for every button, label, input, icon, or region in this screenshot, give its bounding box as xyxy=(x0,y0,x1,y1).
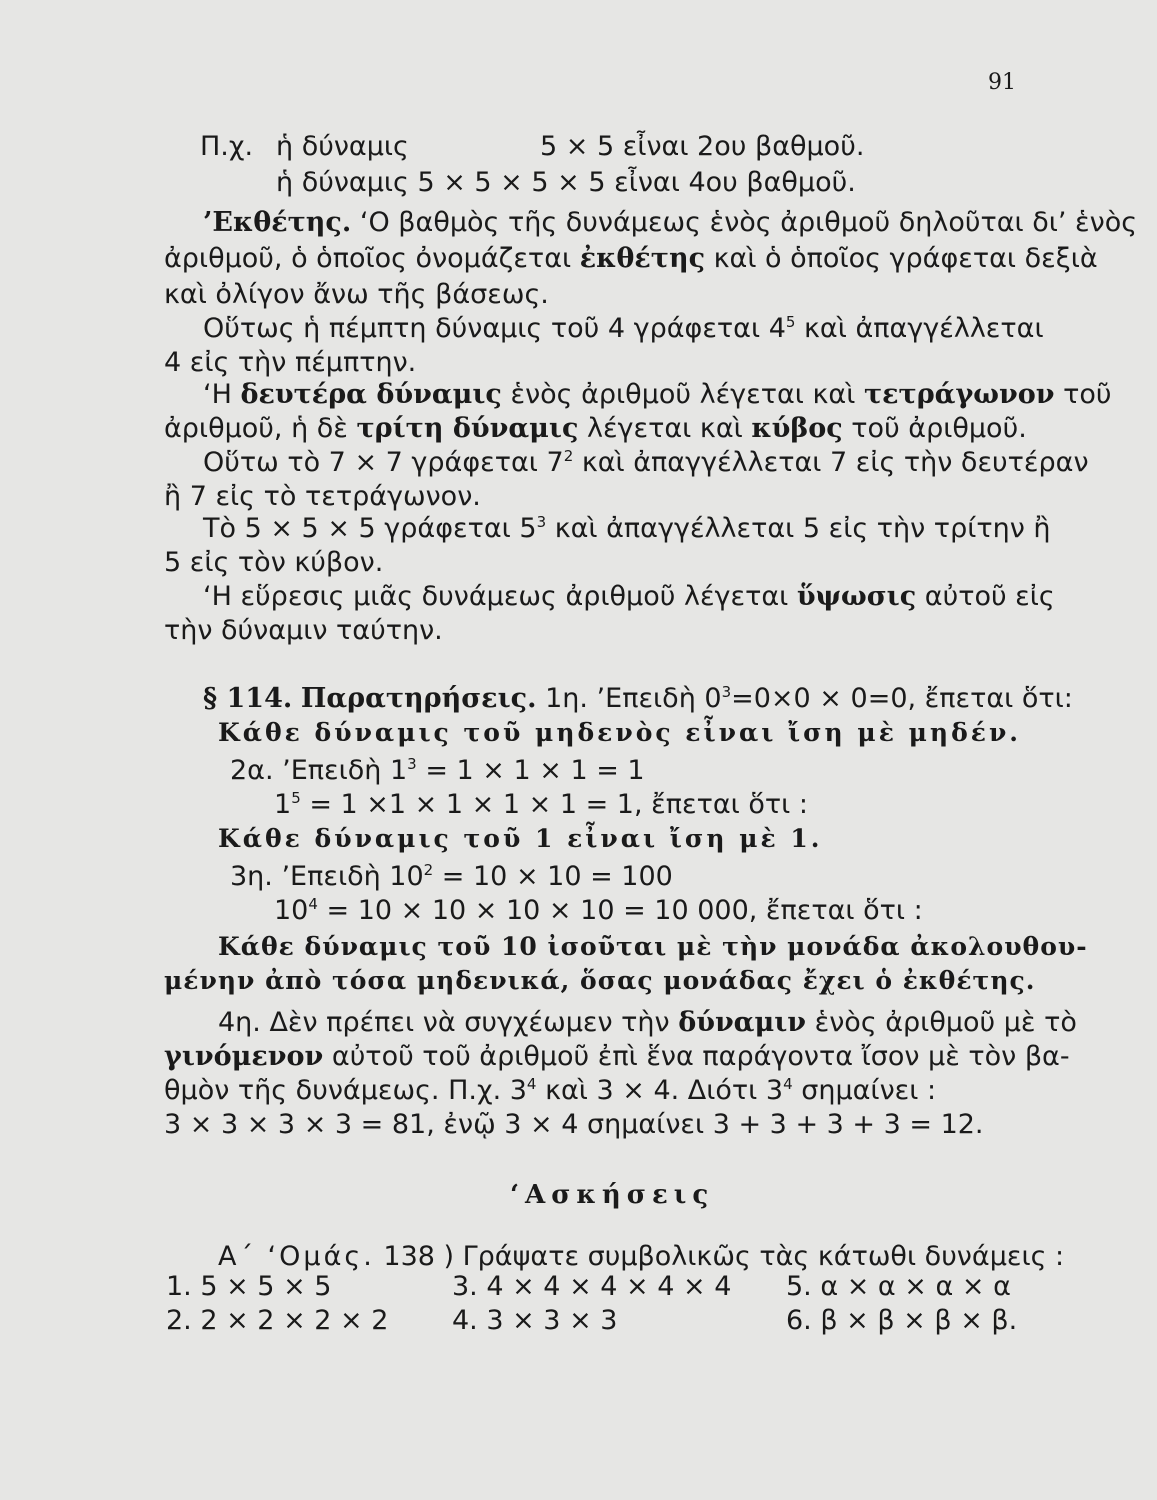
exercise-group-line xyxy=(218,1240,1064,1274)
exercise-item-4: 4. 3 × 3 × 3 xyxy=(452,1305,618,1336)
cube-example-line-1 xyxy=(203,512,1051,546)
text: ‘Ο βαθμὸς τῆς δυνάμεως ἑνὸς ἀριθμοῦ δηλοῦται δι’ ἑνὸς xyxy=(359,207,1138,238)
exercise-item-6: 6. β × β × β × β. xyxy=(786,1305,1018,1336)
cube-example-line-2: 5 εἰς τὸν κύβον. xyxy=(164,547,384,578)
example-expression: 5 × 5 εἶναι 2ου βαθμοῦ. xyxy=(540,131,865,162)
rule-ten-line-2: μένην ἀπὸ τόσα μηδενικά, ὅσας μονάδας ἔχει ὁ ἐκθέτης. xyxy=(164,966,1036,995)
superscript: 4 xyxy=(783,1075,793,1093)
text: θμὸν τῆς δυνάμεως. Π.χ. 3 xyxy=(164,1075,527,1106)
text: 3η. ’Επειδὴ 10 xyxy=(230,861,424,892)
superscript: 4 xyxy=(308,895,318,913)
observation-3-line-2 xyxy=(274,894,923,928)
observation-4-line-3 xyxy=(164,1074,936,1108)
exercise-item-1: 1. 5 × 5 × 5 xyxy=(166,1271,332,1302)
exercise-instruction: 138 ) Γράψατε συμβολικῶς τὰς κάτωθι δυνάμεις : xyxy=(383,1241,1065,1272)
exponent-definition-line-3: καὶ ὀλίγον ἄνω τῆς βάσεως. xyxy=(164,279,549,310)
superscript: 2 xyxy=(423,861,434,879)
term-cube: κύβος xyxy=(751,413,843,444)
raising-line-1 xyxy=(203,580,1055,614)
term-second-power: δευτέρα δύναμις xyxy=(240,379,502,410)
term-third-power: τρίτη δύναμις xyxy=(356,413,579,444)
text: Οὕτως ἡ πέμπτη δύναμις τοῦ 4 γράφεται 4 xyxy=(203,313,786,344)
text: τοῦ ἀριθμοῦ. xyxy=(851,413,1027,444)
text: καὶ ὁ ὁποῖος γράφεται δεξιὰ xyxy=(713,243,1098,274)
section-heading xyxy=(203,682,1073,716)
text: = 1 ×1 × 1 × 1 × 1 = 1, ἔπεται ὅτι : xyxy=(309,789,808,820)
rule-zero: Κάθε δύναμις τοῦ μηδενὸς εἶναι ἴση μὲ μηδέν. xyxy=(218,718,1021,747)
text: ἀριθμοῦ, ὁ ὁποῖος ὀνομάζεται xyxy=(164,243,572,274)
text: 2α. ’Επειδὴ 1 xyxy=(230,755,408,786)
text: ‘Η xyxy=(203,379,232,410)
square-example-line-2: ἢ 7 εἰς τὸ τετράγωνον. xyxy=(164,481,481,512)
observation-4-line-2 xyxy=(164,1040,1070,1074)
exercises-heading: ‘Ασκήσεις xyxy=(510,1180,715,1210)
text: καὶ ἀπαγγέλλεται xyxy=(804,313,1044,344)
square-cube-line-2 xyxy=(164,412,1027,446)
term-power: δύναμιν xyxy=(678,1007,807,1038)
raising-line-2: τὴν δύναμιν ταύτην. xyxy=(164,615,443,646)
exponent-definition-line-2 xyxy=(164,242,1098,276)
exercise-item-3: 3. 4 × 4 × 4 × 4 × 4 xyxy=(452,1271,732,1302)
text: = 10 × 10 × 10 × 10 = 10 000, ἔπεται ὅτι : xyxy=(326,895,923,926)
superscript: 3 xyxy=(536,513,547,531)
superscript: 5 xyxy=(291,789,301,807)
text: ‘Η εὕρεσις μιᾶς δυνάμεως ἀριθμοῦ λέγεται xyxy=(203,581,789,612)
text: ἑνὸς ἀριθμοῦ λέγεται καὶ xyxy=(510,379,856,410)
text: τοῦ xyxy=(1063,379,1112,410)
text: καὶ 3 × 4. Διότι 3 xyxy=(545,1075,784,1106)
superscript: 3 xyxy=(721,683,732,701)
exercise-group-label: Α΄ ‘Ομάς. xyxy=(218,1241,375,1272)
observation-1-cont: =0×0 × 0=0, ἔπεται ὅτι: xyxy=(731,683,1073,714)
text: σημαίνει : xyxy=(801,1075,937,1106)
term-exponent: ’Εκθέτης. xyxy=(203,207,352,238)
text: αὐτοῦ εἰς xyxy=(924,581,1055,612)
fifth-power-line-1 xyxy=(203,312,1044,346)
rule-one: Κάθε δύναμις τοῦ 1 εἶναι ἴση μὲ 1. xyxy=(218,824,823,853)
observation-4-line-4: 3 × 3 × 3 × 3 = 81, ἐνῷ 3 × 4 σημαίνει 3 + 3 + 3 + 3 = 12. xyxy=(164,1109,984,1140)
example-text: ἡ δύναμις xyxy=(276,131,409,162)
text: = 10 × 10 = 100 xyxy=(441,861,673,892)
text: ἑνὸς ἀριθμοῦ μὲ τὸ xyxy=(814,1007,1077,1038)
section-number: § 114. xyxy=(203,683,293,714)
superscript: 4 xyxy=(526,1075,537,1093)
exercise-item-5: 5. α × α × α × α xyxy=(786,1271,1011,1302)
text: καὶ ἀπαγγέλλεται 7 εἰς τὴν δευτέραν xyxy=(581,447,1089,478)
text: Τὸ 5 × 5 × 5 γράφεται 5 xyxy=(203,513,537,544)
page-number: 91 xyxy=(988,70,1016,95)
text: καὶ ἀπαγγέλλεται 5 εἰς τὴν τρίτην ἢ xyxy=(554,513,1051,544)
term-raising: ὕψωσις xyxy=(796,581,917,612)
text: αὐτοῦ τοῦ ἀριθμοῦ ἐπὶ ἕνα παράγοντα ἴσον μὲ τὸν βα- xyxy=(331,1041,1070,1072)
superscript: 3 xyxy=(407,755,417,773)
text: = 1 × 1 × 1 = 1 xyxy=(425,755,645,786)
text: 4η. Δὲν πρέπει νὰ συγχέωμεν τὴν xyxy=(218,1007,670,1038)
example-text: ἡ δύναμις 5 × 5 × 5 × 5 εἶναι 4ου βαθμοῦ. xyxy=(276,167,856,198)
rule-ten-line-1: Κάθε δύναμις τοῦ 10 ἰσοῦται μὲ τὴν μονάδα ἀκολουθου- xyxy=(218,932,1088,961)
term-product: γινόμενον xyxy=(164,1041,324,1072)
observation-2-line-2 xyxy=(274,788,808,822)
square-cube-line-1 xyxy=(203,378,1111,412)
text: ἀριθμοῦ, ἡ δὲ xyxy=(164,413,348,444)
square-example-line-1 xyxy=(203,446,1089,480)
observation-4-line-1 xyxy=(218,1006,1077,1040)
fifth-power-line-2: 4 εἰς τὴν πέμπτην. xyxy=(164,347,417,378)
exercise-item-2: 2. 2 × 2 × 2 × 2 xyxy=(166,1305,389,1336)
observation-1: 1η. ’Επειδὴ 0 xyxy=(545,683,722,714)
exponent-definition-line-1 xyxy=(203,206,1137,240)
observation-2-line-1 xyxy=(230,754,645,788)
observation-3-line-1 xyxy=(230,860,673,894)
term-square: τετράγωνον xyxy=(863,379,1055,410)
term-exponent-inline: ἐκθέτης xyxy=(579,243,706,274)
section-title: Παρατηρήσεις. xyxy=(300,683,537,714)
text: Οὕτω τὸ 7 × 7 γράφεται 7 xyxy=(203,447,564,478)
text: 1 xyxy=(274,789,292,820)
text: λέγεται καὶ xyxy=(586,413,743,444)
superscript: 5 xyxy=(785,313,796,331)
text: 10 xyxy=(274,895,309,926)
example-lead: Π.χ. xyxy=(200,131,254,162)
superscript: 2 xyxy=(563,447,574,465)
